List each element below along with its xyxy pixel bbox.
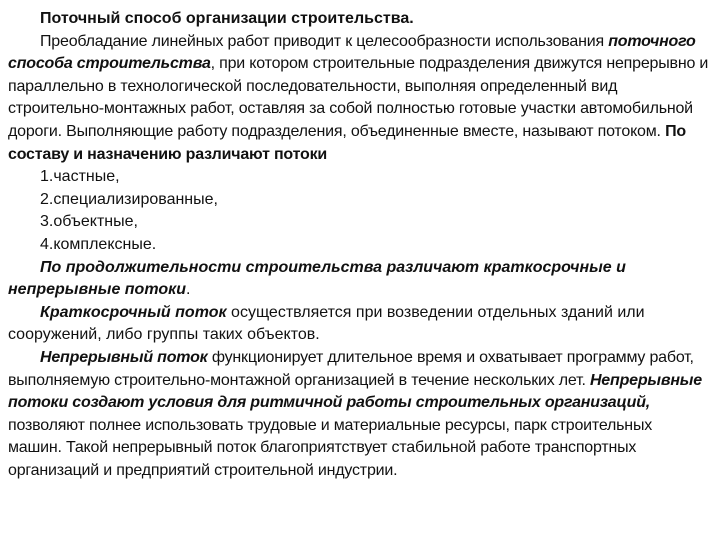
- continuous-stream-emphasis: Непрерывные потоки создают условия для ритмичной работы строительных организаций,: [8, 371, 702, 412]
- document-body: [8, 8, 710, 482]
- intro-lead: Преобладание линейных работ приводит к целесообразности использования: [40, 32, 609, 50]
- section-heading: Поточный способ организации строительства.: [40, 10, 414, 27]
- continuous-stream-text: функционирует длительное время и охватывает программу работ, выполняемую строительно-монтажной организацией в течение нескольких лет.: [8, 348, 694, 389]
- short-stream-text: осуществляется при возведении отдельных зданий или сооружений, либо группы таких объектов.: [8, 303, 645, 344]
- continuous-stream-rest: позволяют полнее использовать трудовые и материальные ресурсы, парк строительных машин. Такой непрерывный поток благоприятствует стабильной работе транспортных организаций и предприятий строительной индустрии.: [8, 416, 653, 479]
- continuous-stream-term: Непрерывный поток: [40, 348, 208, 366]
- intro-term: поточного способа строительства: [8, 32, 696, 73]
- list-item: 1.частные,: [40, 168, 120, 186]
- intro-rest: , при котором строительные подразделения движутся непрерывно и параллельно в технологической последовательности, выполняя определенный вид строительно-монтажных работ, оставляя за собой полностью готовые участки автомобильной дороги. Выполняющие работу подразделения, объединенные вместе, называют потоком.: [8, 55, 709, 140]
- list-item: 4.комплексные.: [40, 235, 157, 253]
- continuous-stream-paragraph: [8, 347, 710, 483]
- list-item: 2.специализированные,: [40, 190, 218, 208]
- short-stream-paragraph: [8, 302, 710, 347]
- intro-paragraph: [8, 31, 710, 167]
- duration-text: По продолжительности строительства различают краткосрочные и непрерывные потоки: [8, 258, 626, 299]
- list-item: 3.объектные,: [40, 213, 138, 231]
- short-stream-term: Краткосрочный поток: [40, 303, 227, 321]
- duration-paragraph: По продолжительности строительства различают краткосрочные и непрерывные потоки.: [8, 258, 626, 299]
- classification-heading: По составу и назначению различают потоки: [8, 122, 686, 163]
